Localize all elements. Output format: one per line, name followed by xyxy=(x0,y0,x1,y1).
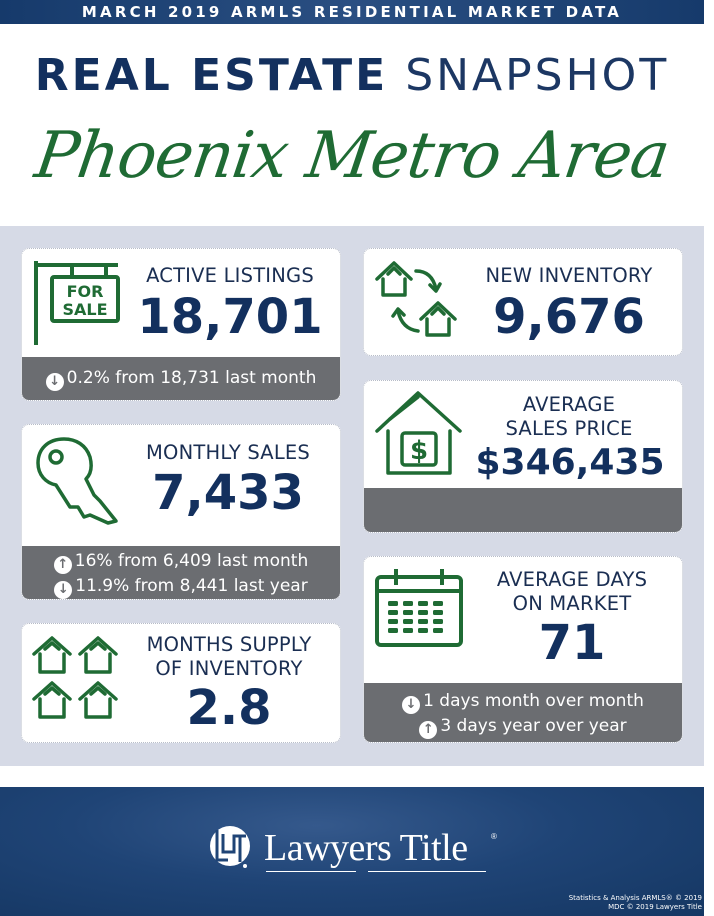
active-listings-change-strip xyxy=(22,357,340,400)
change-text: 3 days year over year xyxy=(440,716,627,736)
house-dollar-icon xyxy=(374,389,466,477)
average-sales-price-label-2: SALES PRICE xyxy=(505,417,633,440)
average-days-label-1: AVERAGE DAYS xyxy=(496,568,648,591)
logo-underline xyxy=(266,871,356,872)
lt-logo-mark-icon xyxy=(208,824,256,872)
change-line xyxy=(364,689,682,714)
card-average-days-on-market xyxy=(363,556,683,743)
svg-text:$: $ xyxy=(409,436,429,466)
change-line xyxy=(22,574,340,599)
change-text: 0.2% from 18,731 last month xyxy=(66,368,317,388)
average-days-label-2: ON MARKET xyxy=(512,592,632,615)
change-text: 11.9% from 8,441 last year xyxy=(75,576,308,596)
average-sales-price-label-1: AVERAGE xyxy=(522,393,616,416)
page-subtitle: Phoenix Metro Area xyxy=(30,119,674,193)
arrow-up-icon: ↑ xyxy=(419,721,437,739)
page-title xyxy=(0,52,704,100)
logo-underline xyxy=(368,871,486,872)
calendar-icon xyxy=(374,567,464,649)
arrow-down-icon: ↓ xyxy=(402,696,420,714)
for-sale-sign-icon xyxy=(32,259,122,347)
top-banner: MARCH 2019 ARMLS RESIDENTIAL MARKET DATA xyxy=(0,0,704,24)
new-inventory-label: NEW INVENTORY xyxy=(485,264,653,287)
average-sales-price-value: $346,435 xyxy=(475,442,665,483)
months-supply-label-1: MONTHS SUPPLY xyxy=(146,633,312,656)
title-bold: REAL ESTATE xyxy=(34,50,389,101)
registered-mark: ® xyxy=(491,832,497,841)
change-line xyxy=(22,549,340,574)
lawyers-title-logo xyxy=(208,822,508,878)
copyright-line-1: Statistics & Analysis ARMLS® © 2019 xyxy=(568,894,702,902)
months-supply-label-2: OF INVENTORY xyxy=(155,657,303,680)
svg-text:SALE: SALE xyxy=(62,300,108,319)
card-active-listings xyxy=(21,248,341,401)
arrow-down-icon: ↓ xyxy=(46,373,64,391)
average-days-change-strip xyxy=(364,683,682,742)
card-new-inventory xyxy=(363,248,683,356)
monthly-sales-label: MONTHLY SALES xyxy=(146,441,310,464)
average-sales-price-strip xyxy=(364,488,682,532)
active-listings-label: ACTIVE LISTINGS xyxy=(146,264,314,287)
monthly-sales-change-strip xyxy=(22,546,340,599)
title-light: SNAPSHOT xyxy=(405,50,670,101)
months-supply-value: 2.8 xyxy=(186,680,272,736)
key-icon xyxy=(34,435,124,525)
arrow-down-icon: ↓ xyxy=(54,581,72,599)
card-months-supply xyxy=(21,623,341,743)
change-line xyxy=(22,366,340,391)
card-monthly-sales xyxy=(21,424,341,600)
copyright-line-2: MDC © 2019 Lawyers Title xyxy=(608,903,702,911)
monthly-sales-value: 7,433 xyxy=(152,465,304,521)
copyright xyxy=(569,894,702,912)
change-text: 16% from 6,409 last month xyxy=(74,551,309,571)
logo-text: Lawyers Title xyxy=(264,827,468,869)
change-line xyxy=(364,714,682,739)
change-text: 1 days month over month xyxy=(423,691,644,711)
arrow-up-icon: ↑ xyxy=(54,556,72,574)
svg-text:FOR: FOR xyxy=(66,282,104,301)
average-days-value: 71 xyxy=(538,615,606,671)
card-average-sales-price xyxy=(363,380,683,533)
new-inventory-value: 9,676 xyxy=(493,289,645,345)
house-cycle-icon xyxy=(374,257,466,349)
active-listings-value: 18,701 xyxy=(137,289,323,345)
four-houses-icon xyxy=(32,634,122,722)
